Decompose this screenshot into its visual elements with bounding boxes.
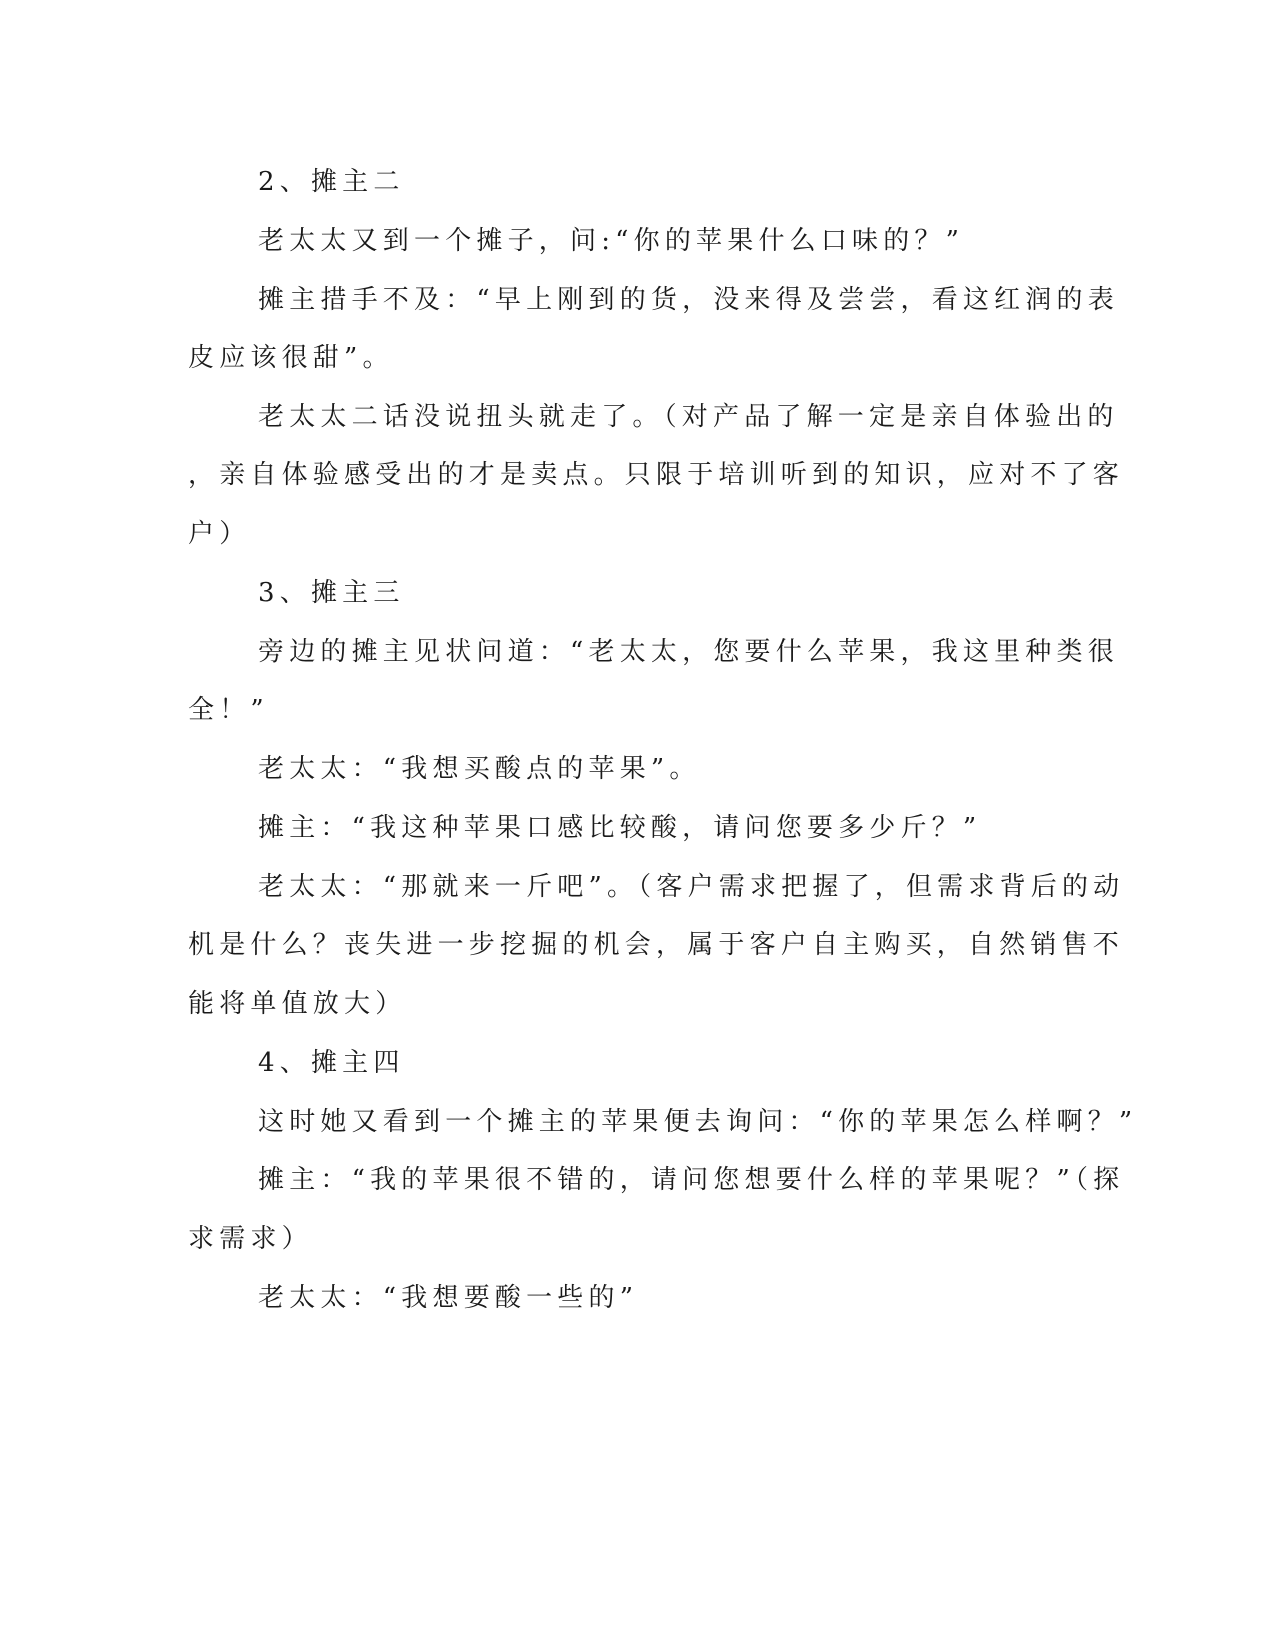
- paragraph-line: 摊主：“我的苹果很不错的，请问您想要什么样的苹果呢？”（探: [258, 1165, 1125, 1195]
- paragraph-line: 老太太：“我想买酸点的苹果”。: [258, 754, 701, 784]
- paragraph-line: 皮应该很甜”。: [188, 343, 394, 373]
- section-heading-vendor-2: 2、摊主二: [258, 167, 405, 197]
- paragraph-line: 能将单值放大）: [188, 989, 407, 1019]
- paragraph-line: 求需求）: [188, 1224, 313, 1254]
- paragraph-line: 老太太：“那就来一斤吧”。（客户需求把握了，但需求背后的动: [258, 872, 1125, 902]
- paragraph-line: 户）: [188, 519, 251, 549]
- section-heading-vendor-3: 3、摊主三: [258, 578, 405, 608]
- paragraph-line: 旁边的摊主见状问道：“老太太，您要什么苹果，我这里种类很: [258, 637, 1119, 667]
- paragraph-line: ，亲自体验感受出的才是卖点。只限于培训听到的知识，应对不了客: [188, 460, 1125, 490]
- paragraph-line: 机是什么？丧失进一步挖掘的机会，属于客户自主购买，自然销售不: [188, 930, 1125, 960]
- paragraph-line: 老太太二话没说扭头就走了。（对产品了解一定是亲自体验出的: [258, 402, 1119, 432]
- paragraph-line: 摊主措手不及：“早上刚到的货，没来得及尝尝，看这红润的表: [258, 285, 1119, 315]
- section-heading-vendor-4: 4、摊主四: [258, 1048, 405, 1078]
- paragraph-line: 这时她又看到一个摊主的苹果便去询问：“你的苹果怎么样啊？”: [258, 1107, 1138, 1137]
- paragraph-line: 摊主：“我这种苹果口感比较酸，请问您要多少斤？”: [258, 813, 982, 843]
- paragraph-line: 老太太：“我想要酸一些的”: [258, 1283, 639, 1313]
- paragraph-line: 全！”: [188, 695, 269, 725]
- paragraph-line: 老太太又到一个摊子，问:“你的苹果什么口味的？”: [258, 226, 965, 256]
